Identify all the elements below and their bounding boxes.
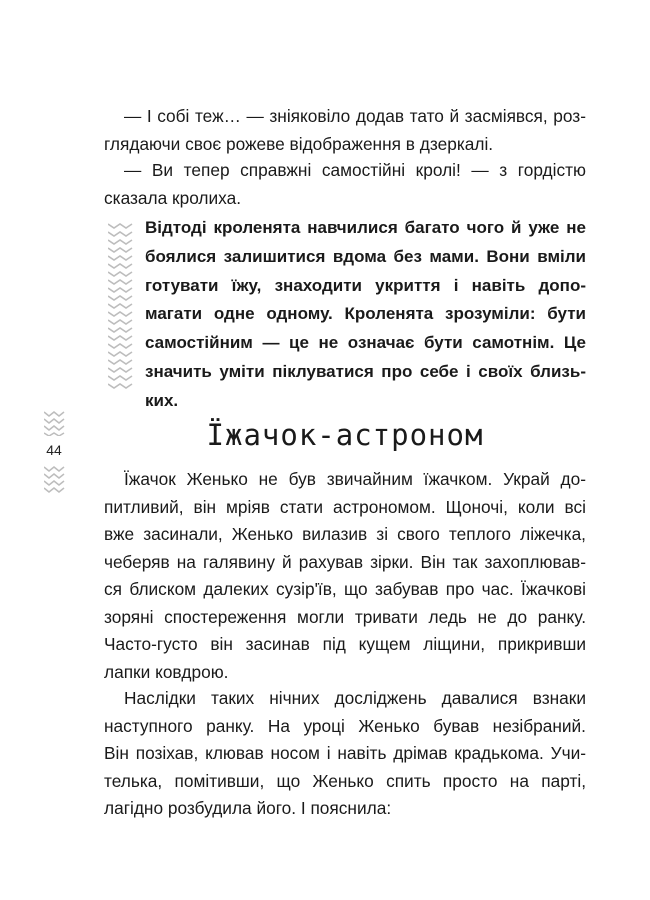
text-line: лапки ковдрою. <box>104 661 229 682</box>
text-line: Їжачок Женько не був звичайним їжачком. Украй до- <box>124 469 586 489</box>
text-line: магати одне одному. Кроленята зрозуміли: бути <box>145 304 586 324</box>
text-line: ких. <box>145 390 179 410</box>
chapter-title: Їжачок-астроном <box>206 418 484 452</box>
text-line: глядаючи своє рожеве відображення в дзеркалі. <box>104 133 494 154</box>
dialogue-paragraph-1 <box>104 103 586 158</box>
text-line: Наслідки таких нічних досліджень давалися взнаки <box>124 688 586 708</box>
dialogue-paragraph-2 <box>104 157 586 212</box>
text-line: зоряні спостереження могли тривати ледь не до ранку. <box>104 606 586 627</box>
text-line: телька, помітивши, що Женько спить просто на парті, <box>104 770 586 791</box>
text-line: ся блиском далеких сузір'їв, що забував про час. Їжачкові <box>104 579 586 599</box>
text-line: готувати їжу, знаходити укриття і навіть допо- <box>145 275 586 295</box>
page-number-zigzag-top-icon <box>44 410 68 436</box>
text-line: Відтоді кроленята навчилися багато чого й уже не <box>145 218 586 237</box>
page-number: 44 <box>46 442 62 458</box>
text-line: самостійним — це не означає бути самотнім. Це <box>145 333 586 353</box>
text-line: вже засинали, Женько вилазив зі свого теплого ліжечка, <box>104 524 586 544</box>
text-line: — Ви тепер справжні самостійні кролі! — з гордістю <box>124 160 586 180</box>
text-line: наступного ранку. На уроці Женько бував незібраний. <box>104 715 586 736</box>
text-line: чеберяв на галявину й рахував зірки. Він так захоплював- <box>104 551 586 572</box>
text-line: сказала кролиха. <box>104 187 242 208</box>
highlight-paragraph <box>145 214 586 416</box>
text-line: — І собі теж… — зніяковіло додав тато й засміявся, роз- <box>124 106 586 126</box>
text-line: боялися залишитися вдома без мами. Вони вміли <box>145 246 586 266</box>
text-line: лагідно розбудила його. І пояснила: <box>104 798 392 818</box>
zigzag-decoration-icon <box>108 222 136 390</box>
text-line: Він позіхав, клював носом і навіть дрімав крадькома. Учи- <box>104 743 586 763</box>
text-line: Часто-густо він засинав під кущем ліщини, прикривши <box>104 634 586 654</box>
story-paragraph-1 <box>104 466 586 686</box>
text-line: питливий, він мріяв стати астрономом. Щоночі, коли всі <box>104 496 586 517</box>
page-number-zigzag-bottom-icon <box>44 465 68 493</box>
story-paragraph-2 <box>104 685 586 823</box>
text-line: значить уміти піклуватися про себе і своїх близь- <box>145 361 586 381</box>
